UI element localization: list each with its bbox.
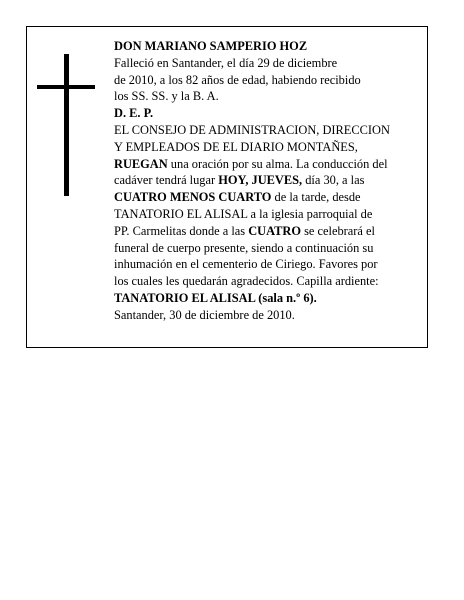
text-line: [114, 156, 422, 173]
text-line: inhumación en el cementerio de Ciriego. Favores por: [114, 257, 378, 272]
chapel-line: TANATORIO EL ALISAL (sala n.º 6).: [114, 290, 317, 305]
bold-text: RUEGAN: [114, 156, 168, 171]
text-line: TANATORIO EL ALISAL a la iglesia parroquial de: [114, 206, 373, 221]
text-line: Y EMPLEADOS DE EL DIARIO MONTAÑES,: [114, 139, 358, 154]
obituary-text: [114, 38, 422, 324]
text-span: de la tarde, desde: [271, 190, 361, 205]
cross-icon: [37, 54, 95, 196]
text-line: [114, 189, 422, 206]
date-line: Santander, 30 de diciembre de 2010.: [114, 307, 295, 322]
text-line: de 2010, a los 82 años de edad, habiendo recibido: [114, 72, 361, 87]
text-span: una oración por su alma. La conducción del: [167, 156, 388, 171]
text-span: se celebrará el: [301, 223, 375, 238]
text-line: [114, 223, 422, 240]
text-line: EL CONSEJO DE ADMINISTRACION, DIRECCION: [114, 122, 390, 137]
text-line: funeral de cuerpo presente, siendo a continuación su: [114, 240, 374, 255]
bold-text: HOY, JUEVES,: [218, 173, 303, 188]
text-span: PP. Carmelitas donde a las: [114, 223, 249, 238]
text-line: los SS. SS. y la B. A.: [114, 89, 219, 104]
text-span: día 30, a las: [302, 173, 365, 188]
dep-line: D. E. P.: [114, 106, 154, 121]
text-line: Falleció en Santander, el día 29 de diciembre: [114, 55, 338, 70]
deceased-name: DON MARIANO SAMPERIO HOZ: [114, 39, 308, 53]
text-line: [114, 172, 422, 189]
text-span: cadáver tendrá lugar: [114, 173, 219, 188]
bold-text: CUATRO MENOS CUARTO: [114, 190, 272, 205]
text-line: los cuales les quedarán agradecidos. Capilla ardiente:: [114, 274, 379, 289]
bold-text: CUATRO: [248, 223, 301, 238]
obituary-notice: [26, 26, 428, 348]
